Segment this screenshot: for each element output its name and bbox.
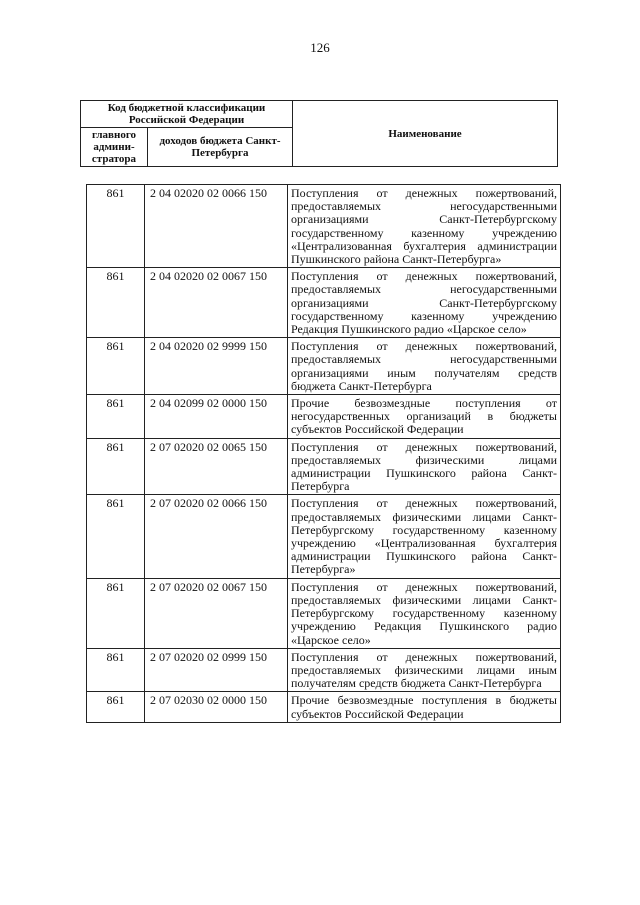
header-table (80, 100, 558, 167)
income-code-cell: 2 07 02020 02 0067 150 (145, 578, 288, 648)
header-col-admin: главного админи-стратора (81, 128, 148, 167)
admin-code-cell: 861 (87, 268, 145, 338)
income-code-cell: 2 04 02020 02 0066 150 (145, 185, 288, 268)
table-row (87, 692, 561, 722)
admin-code-cell: 861 (87, 438, 145, 495)
name-cell: Поступления от денежных пожертвований, предоставляемых негосударственными организациями иным получателям средств бюджета Санкт-Петербурга (288, 338, 561, 395)
table-row (87, 185, 561, 268)
classification-table (86, 184, 561, 723)
name-cell: Поступления от денежных пожертвований, предоставляемых негосударственными организациями Санкт-Петербургскому государственному казенному учреждению «Централизованная бухгалтерия администрации Пушкинского района Санкт-Петербурга» (288, 185, 561, 268)
name-cell: Поступления от денежных пожертвований, предоставляемых физическими лицами администрации Пушкинского района Санкт-Петербурга (288, 438, 561, 495)
name-cell: Поступления от денежных пожертвований, предоставляемых физическими лицами Санкт-Петербургскому государственному казенному учреждению «Централизованная бухгалтерия администрации Пушкинского района Санкт-Петербурга» (288, 495, 561, 578)
income-code-cell: 2 07 02020 02 0065 150 (145, 438, 288, 495)
table-row (87, 395, 561, 439)
name-cell: Прочие безвозмездные поступления от негосударственных организаций в бюджеты субъектов Российской Федерации (288, 395, 561, 439)
admin-code-cell: 861 (87, 578, 145, 648)
income-code-cell: 2 07 02020 02 0066 150 (145, 495, 288, 578)
admin-code-cell: 861 (87, 648, 145, 692)
table-row (87, 268, 561, 338)
table-row (87, 648, 561, 692)
admin-code-cell: 861 (87, 395, 145, 439)
header-col-income: доходов бюджета Санкт-Петербурга (148, 128, 293, 167)
header-col-name: Наименование (293, 101, 558, 167)
table-row (87, 438, 561, 495)
table-row (87, 578, 561, 648)
page-number: 126 (310, 40, 330, 55)
income-code-cell: 2 04 02099 02 0000 150 (145, 395, 288, 439)
name-cell: Поступления от денежных пожертвований, предоставляемых негосударственными организациями Санкт-Петербургскому государственному казенному учреждению Редакция Пушкинского радио «Царское село» (288, 268, 561, 338)
income-code-cell: 2 07 02030 02 0000 150 (145, 692, 288, 722)
name-cell: Поступления от денежных пожертвований, предоставляемых физическими лицами иным получателям средств бюджета Санкт-Петербурга (288, 648, 561, 692)
income-code-cell: 2 04 02020 02 9999 150 (145, 338, 288, 395)
table-row (87, 338, 561, 395)
name-cell: Прочие безвозмездные поступления в бюджеты субъектов Российской Федерации (288, 692, 561, 722)
admin-code-cell: 861 (87, 495, 145, 578)
table-row (87, 495, 561, 578)
income-code-cell: 2 04 02020 02 0067 150 (145, 268, 288, 338)
header-row-top (81, 101, 558, 128)
admin-code-cell: 861 (87, 185, 145, 268)
classification-table-body (87, 185, 561, 723)
header-group-label: Код бюджетной классификации Российской Федерации (81, 101, 293, 128)
admin-code-cell: 861 (87, 338, 145, 395)
income-code-cell: 2 07 02020 02 0999 150 (145, 648, 288, 692)
admin-code-cell: 861 (87, 692, 145, 722)
name-cell: Поступления от денежных пожертвований, предоставляемых физическими лицами Санкт-Петербургскому государственному казенному учреждению Редакция Пушкинского радио «Царское село» (288, 578, 561, 648)
